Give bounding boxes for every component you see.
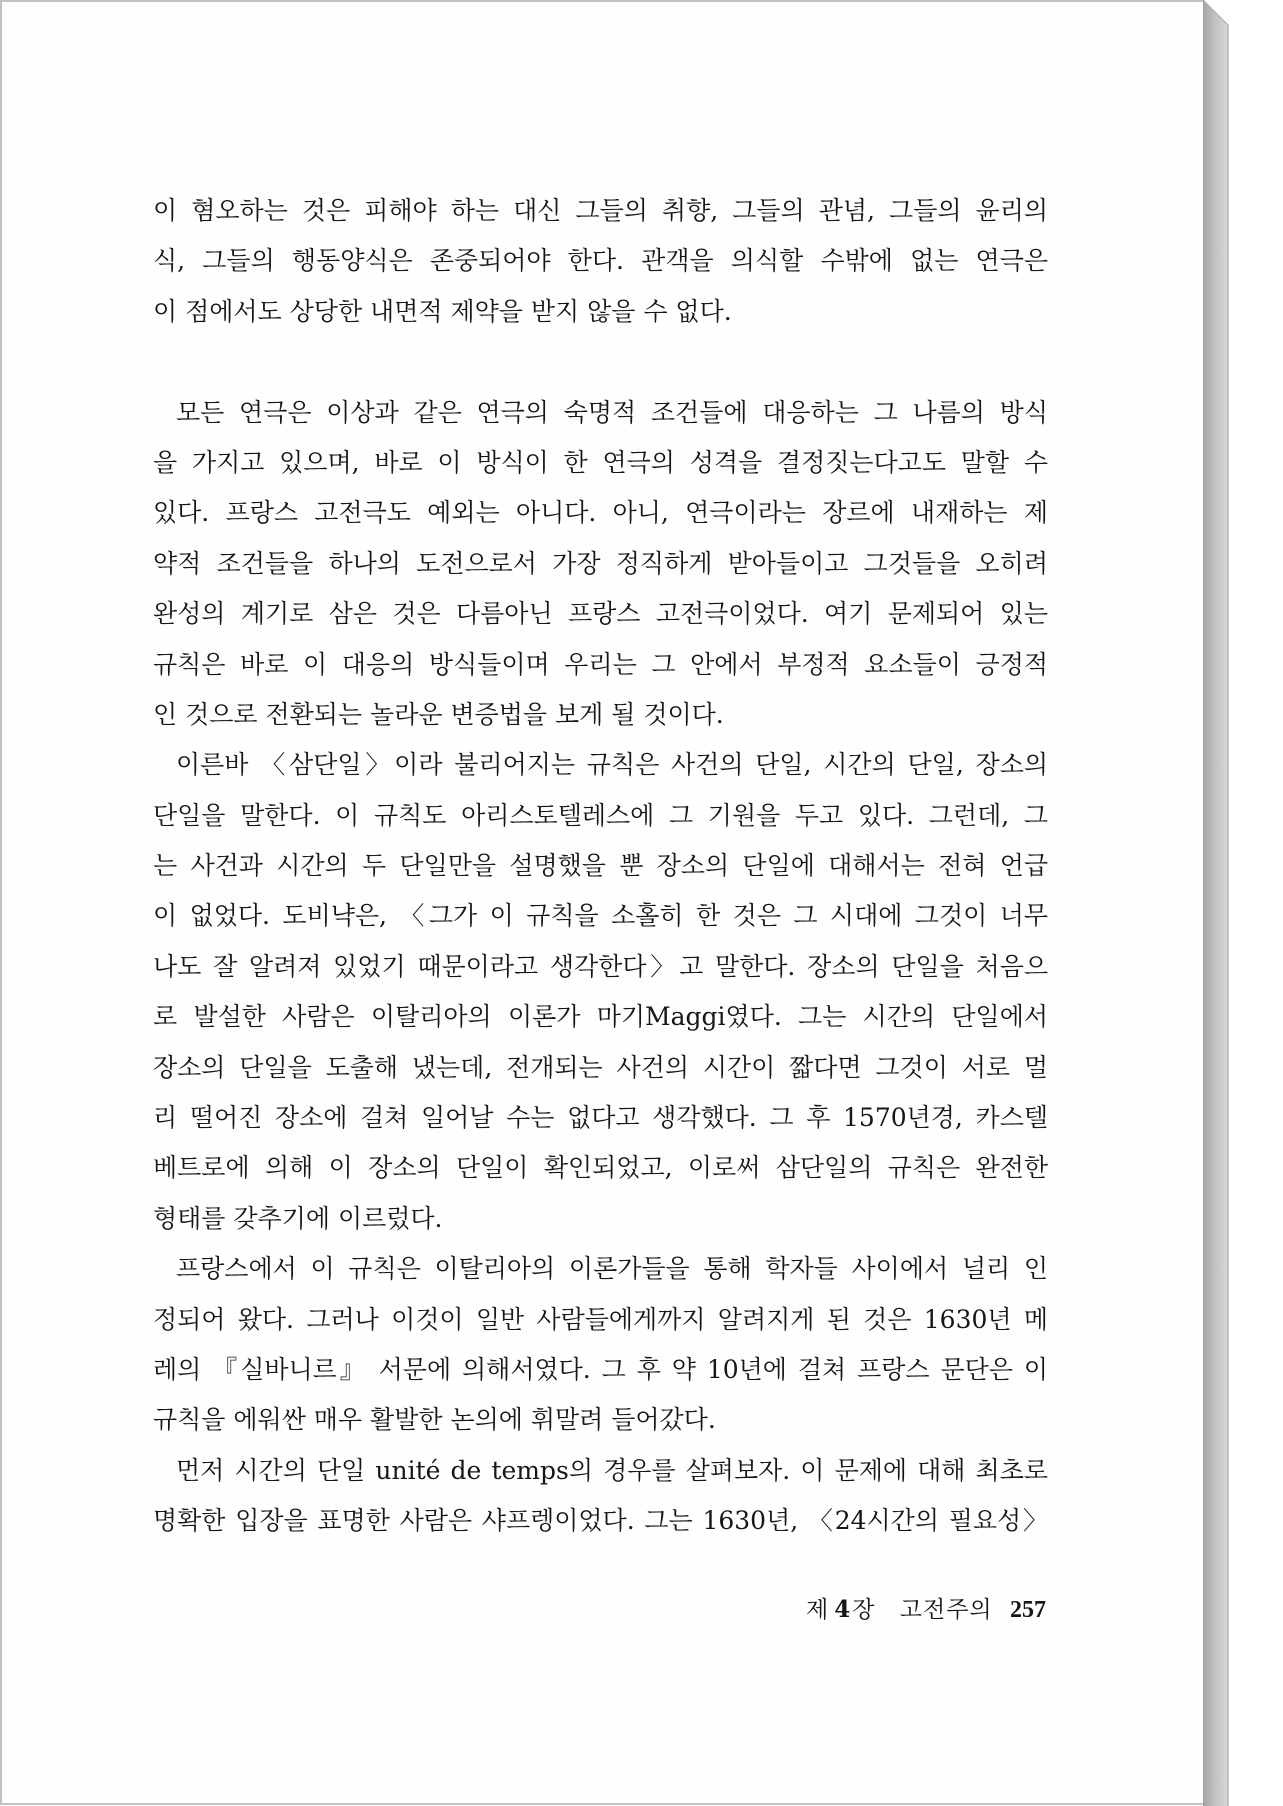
paragraph — [153, 186, 1048, 337]
paragraph — [153, 1446, 1048, 1547]
text-line: 이 점에서도 상당한 내면적 제약을 받지 않을 수 없다. — [153, 296, 732, 326]
text-line: 규칙을 에워싼 매우 활발한 논의에 휘말려 들어갔다. — [153, 1405, 716, 1435]
text-line: 베트로에 의해 이 장소의 단일이 확인되었고, 이로써 삼단일의 규칙은 완전한 — [153, 1153, 1048, 1183]
text-line: 이 없었다. 도비냑은, 〈그가 이 규칙을 소홀히 한 것은 그 시대에 그것이 너무 — [153, 901, 1048, 931]
text-line: 레의 『실바니르』 서문에 의해서였다. 그 후 약 10년에 걸쳐 프랑스 문단은 이 — [153, 1354, 1048, 1384]
text-line: 인 것으로 전환되는 놀라운 변증법을 보게 될 것이다. — [153, 699, 724, 729]
text-line: 약적 조건들을 하나의 도전으로서 가장 정직하게 받아들이고 그것들을 오히려 — [153, 548, 1048, 578]
text-line: 로 발설한 사람은 이탈리아의 이론가 마기Maggi였다. 그는 시간의 단일에서 — [153, 1002, 1048, 1032]
text-line: 있다. 프랑스 고전극도 예외는 아니다. 아니, 연극이라는 장르에 내재하는 제 — [153, 498, 1048, 528]
text-line: 이 혐오하는 것은 피해야 하는 대신 그들의 취향, 그들의 관념, 그들의 윤리의 — [153, 196, 1048, 225]
text-line: 식, 그들의 행동양식은 존중되어야 한다. 관객을 의식할 수밖에 없는 연극은 — [153, 246, 1048, 276]
text-line: 정되어 왔다. 그러나 이것이 일반 사람들에게까지 알려지게 된 것은 1630년 메 — [153, 1304, 1048, 1334]
text-line: 명확한 입장을 표명한 사람은 샤프렝이었다. 그는 1630년, 〈24시간의 필요성〉 — [153, 1506, 1048, 1536]
text-line: 형태를 갖추기에 이르렀다. — [153, 1203, 443, 1233]
chapter-suffix: 장 — [852, 1597, 875, 1623]
text-line: 모든 연극은 이상과 같은 연극의 숙명적 조건들에 대응하는 그 나름의 방식 — [176, 397, 1048, 427]
text-line: 장소의 단일을 도출해 냈는데, 전개되는 사건의 시간이 짧다면 그것이 서로 멀 — [153, 1052, 1048, 1082]
paragraph — [153, 388, 1048, 741]
paragraph — [153, 740, 1048, 1244]
running-footer — [806, 1593, 1046, 1627]
text-line: 단일을 말한다. 이 규칙도 아리스토텔레스에 그 기원을 두고 있다. 그런데, 그 — [153, 800, 1048, 830]
text-line: 는 사건과 시간의 두 단일만을 설명했을 뿐 장소의 단일에 대해서는 전혀 언급 — [153, 851, 1048, 881]
text-line: 먼저 시간의 단일 unité de temps의 경우를 살펴보자. 이 문제에 대해 최초로 — [176, 1455, 1048, 1485]
chapter-label — [806, 1593, 874, 1627]
text-line: 규칙은 바로 이 대응의 방식들이며 우리는 그 안에서 부정적 요소들이 긍정적 — [153, 649, 1048, 679]
body-text — [153, 186, 1048, 1547]
text-line: 리 떨어진 장소에 걸쳐 일어날 수는 없다고 생각했다. 그 후 1570년경, 카스텔 — [153, 1103, 1048, 1133]
text-line: 완성의 계기로 삼은 것은 다름아닌 프랑스 고전극이었다. 여기 문제되어 있는 — [153, 599, 1048, 629]
paragraph — [153, 1244, 1048, 1446]
paragraph-gap — [153, 337, 1048, 387]
chapter-number: 4 — [834, 1596, 851, 1623]
chapter-title: 고전주의 — [899, 1597, 993, 1623]
text-line: 이른바 〈삼단일〉이라 불리어지는 규칙은 사건의 단일, 시간의 단일, 장소의 — [176, 750, 1048, 780]
text-line: 을 가지고 있으며, 바로 이 방식이 한 연극의 성격을 결정짓는다고도 말할 수 — [153, 447, 1048, 477]
chapter-prefix: 제 — [806, 1597, 829, 1623]
page-number: 257 — [1009, 1597, 1046, 1623]
text-line: 프랑스에서 이 규칙은 이탈리아의 이론가들을 통해 학자들 사이에서 널리 인 — [176, 1254, 1048, 1284]
page-edge-shadow — [1203, 0, 1231, 1806]
text-line: 나도 잘 알려져 있었기 때문이라고 생각한다〉고 말한다. 장소의 단일을 처음으 — [153, 951, 1048, 981]
